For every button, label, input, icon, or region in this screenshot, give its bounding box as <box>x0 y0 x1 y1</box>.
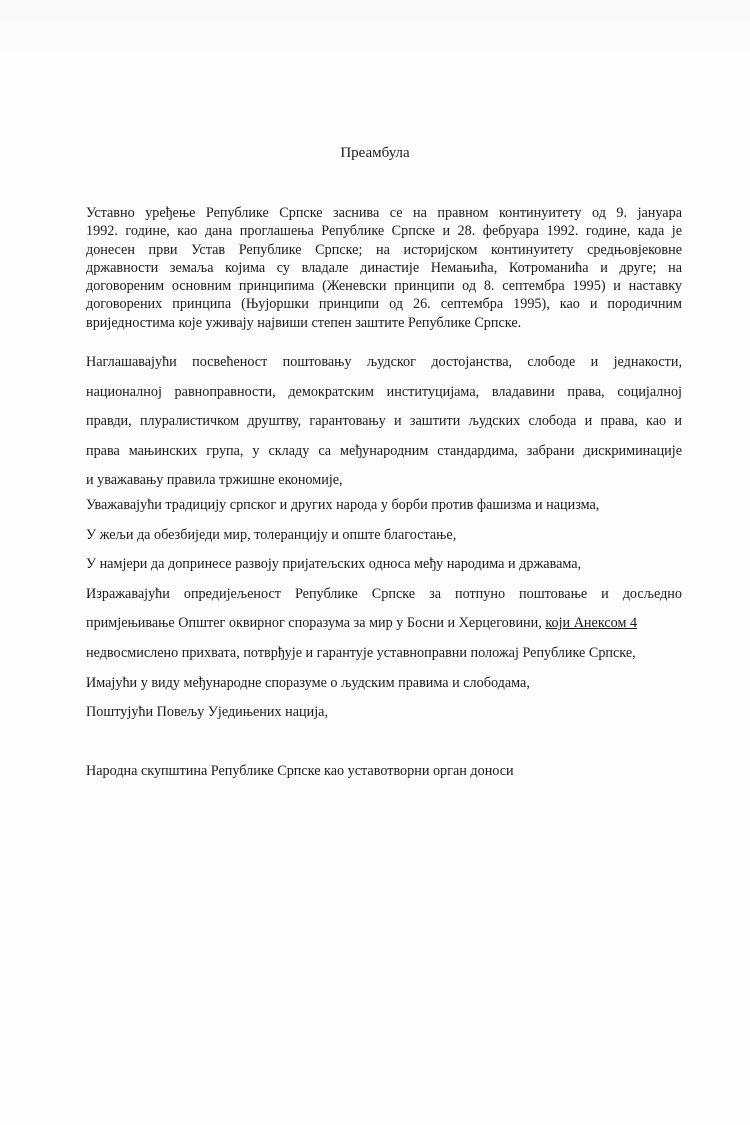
paragraph-line: вриједностима које уживају највиши степен заштите Републике Српске. <box>86 314 522 331</box>
paragraph-line: донесен први Устав Републике Српске; на историјском континуитету средњовјековне <box>86 241 682 258</box>
paragraph-line: правди, плуралистичком друштву, гарантовању и заштити људских слобода и права, као и <box>86 413 682 430</box>
paragraph-line: права мањинских група, у складу са међународним стандардима, забрани дискриминације <box>86 442 682 459</box>
paragraph-line: договорених принципа (Њујоршки принципи од 26. септембра 1995), као и породичним <box>86 296 682 313</box>
page-title: Преамбула <box>340 145 410 161</box>
paragraph-line: договореним основним принципима (Женевски принципи од 8. септембра 1995) и наставку <box>86 278 682 295</box>
recital-agreement-line3: недвосмислено прихвата, потврђује и гарантује уставноправни положај Републике Српске, <box>86 644 636 661</box>
closing-statement: Народна скупштина Републике Српске као уставотворни орган доноси <box>86 763 514 779</box>
recital-peace: У жељи да обезбиједи мир, толеранцију и опште благостање, <box>86 526 457 543</box>
paragraph-line: и уважавању правила тржишне економије, <box>86 472 343 489</box>
paragraph-line: државности земаља којима су владале династије Немањића, Котроманића и друге; на <box>86 259 682 276</box>
scan-artifact <box>0 0 750 60</box>
recitals <box>86 491 682 728</box>
recital-agreement-line2 <box>86 609 682 639</box>
recital-human-rights: Имајући у виду међународне споразуме о људским правима и слободама, <box>86 674 530 691</box>
paragraph-line: Уставно уређење Републике Српске заснива се на правном континуитету од 9. јануара <box>86 205 682 221</box>
paragraph-emphasizing <box>86 348 682 496</box>
paragraph-line: националној равноправности, демократским институцијама, владавини права, социјалној <box>86 383 682 400</box>
paragraph-line: Наглашавајући посвећеност поштовању људског достојанства, слободе и једнакости, <box>86 354 682 370</box>
recital-un-charter: Поштујући Повељу Уједињених нација, <box>86 704 328 721</box>
recital-tradition: Уважавајући традицију српског и других народа у борби против фашизма и нацизма, <box>86 497 600 513</box>
paragraph-constitutional-order <box>86 204 682 332</box>
paragraph-line: 1992. године, као дана проглашења Републике Српске и 28. фебруара 1992. године, када је <box>86 223 682 240</box>
recital-relations: У намјери да допринесе развоју пријатељских односа међу народима и државама, <box>86 556 582 573</box>
recital-agreement-line1: Изражавајући опредијељеност Републике Српске за потпуно поштовање и досљедно <box>86 585 682 602</box>
recital-agreement-text: примјењивање Општег оквирног споразума за мир у Босни и Херцеговини, <box>86 615 546 632</box>
annex-4-underlined: који Анексом 4 <box>545 615 638 632</box>
